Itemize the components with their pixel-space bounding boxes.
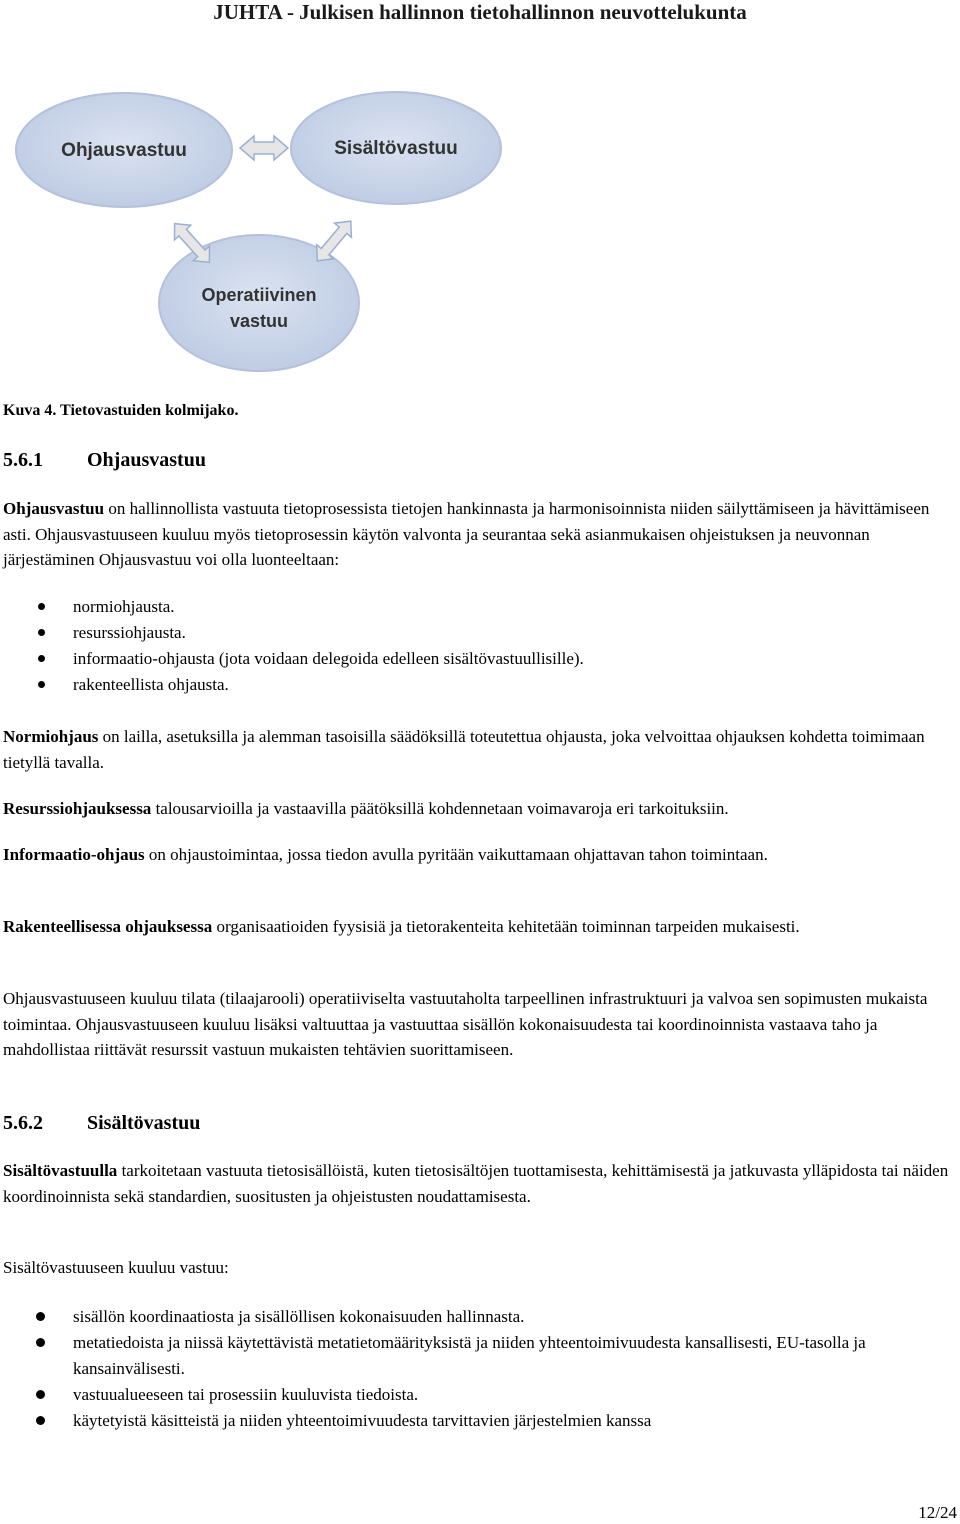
- list-item: käytetyistä käsitteistä ja niiden yhteentoimivuudesta tarvittavien järjestelmien kanssa: [0, 1408, 940, 1434]
- paragraph-text: tarkoitetaan vastuuta tietosisällöistä, kuten tietosisältöjen tuottamisesta, kehittämisestä ja jatkuvasta ylläpidosta tai näiden koordinoinnista sekä standardien, suositusten ja ohjeistusten noudattamisesta.: [3, 1161, 949, 1206]
- list-item: informaatio-ohjausta (jota voidaan delegoida edelleen sisältövastuullisille).: [0, 646, 940, 672]
- ohjausvastuu-list: [0, 594, 940, 698]
- operatiivinen-label-2: vastuu: [229, 311, 289, 331]
- paragraph-text: on ohjaustoimintaa, jossa tiedon avulla pyritään vaikuttamaan ohjattavan tahon toimintaan.: [144, 845, 768, 864]
- list-item: vastuualueeseen tai prosessiin kuuluvista tiedoista.: [0, 1382, 940, 1408]
- section-title: Sisältövastuu: [87, 1112, 201, 1134]
- list-item: rakenteellista ohjausta.: [0, 672, 940, 698]
- rakenteellinen-paragraph: [3, 914, 953, 940]
- list-item: normiohjausta.: [0, 594, 940, 620]
- paragraph-text: talousarvioilla ja vastaavilla päätöksillä kohdennetaan voimavaroja eri tarkoituksiin.: [151, 799, 729, 818]
- ohjausvastuu-tilaus-paragraph: Ohjausvastuuseen kuuluu tilata (tilaajarooli) operatiiviselta vastuutaholta tarpeellinen infrastruktuuri ja valvoa sen sopimusten mukaista toimintaa. Ohjausvastuuseen kuuluu lisäksi valtuuttaa ja vastuuttaa sisällön kokonaisuudesta tai koordinoinnista vastaava taho ja mahdollistaa riittävät resurssit vastuun mukaisten tehtävien suorittamiseen.: [3, 989, 928, 1059]
- page-number: 12/24: [918, 1503, 957, 1522]
- term-bold: Informaatio-ohjaus: [3, 845, 145, 864]
- ohjausvastuu-intro: [3, 496, 953, 573]
- section-number: 5.6.2: [3, 1112, 43, 1134]
- term-bold: Rakenteellisessa ohjauksessa: [3, 917, 213, 936]
- sisaltovastuu-intro: [3, 1158, 953, 1209]
- ohjausvastuu-label: Ohjausvastuu: [61, 140, 187, 161]
- list-item: resurssiohjausta.: [0, 620, 940, 646]
- list-item: metatiedoista ja niissä käytettävistä metatietomäärityksistä ja niiden yhteentoimivuudesta kansallisesti, EU-tasolla ja kansainvälisesti.: [0, 1330, 940, 1382]
- sisaltovastuu-label: Sisältövastuu: [334, 138, 458, 159]
- term-bold: Normiohjaus: [3, 727, 99, 746]
- sisaltovastuu-lead: Sisältövastuuseen kuuluu vastuu:: [3, 1258, 229, 1277]
- paragraph-text: organisaatioiden fyysisiä ja tietorakenteita kehitetään toiminnan tarpeiden mukaisesti.: [212, 917, 800, 936]
- list-item: sisällön koordinaatiosta ja sisällöllisen kokonaisuuden hallinnasta.: [0, 1304, 940, 1330]
- informaatio-ohjaus-paragraph: [3, 842, 953, 868]
- section-heading-sisaltovastuu: [3, 1111, 200, 1135]
- figure-caption: Kuva 4. Tietovastuiden kolmijako.: [3, 402, 239, 419]
- responsibility-diagram: [0, 88, 520, 378]
- normiohjaus-paragraph: [3, 724, 953, 775]
- term-bold: Resurssiohjauksessa: [3, 799, 152, 818]
- resurssiohjaus-paragraph: [3, 796, 953, 822]
- double-arrow-icon: [240, 136, 288, 160]
- section-number: 5.6.1: [3, 449, 43, 471]
- term-bold: Ohjausvastuu: [3, 499, 105, 518]
- section-heading-ohjausvastuu: [3, 448, 206, 472]
- operatiivinen-label-1: Operatiivinen: [201, 285, 317, 305]
- section-title: Ohjausvastuu: [87, 449, 206, 471]
- sisaltovastuu-list: [0, 1304, 940, 1434]
- page-header: JUHTA - Julkisen hallinnon tietohallinnon neuvottelukunta: [213, 0, 747, 24]
- paragraph-text: on lailla, asetuksilla ja alemman tasoisilla säädöksillä toteutettua ohjausta, joka velvoittaa ohjauksen kohdetta toimimaan tietyllä tavalla.: [3, 727, 925, 772]
- term-bold: Sisältövastuulla: [3, 1161, 118, 1180]
- paragraph-text: on hallinnollista vastuuta tietoprosessista tietojen hankinnasta ja harmonisoinnista niiden säilyttämiseen ja hävittämiseen asti. Ohjausvastuuseen kuuluu myös tietoprosessin käytön valvonta ja seurantaa sekä asianmukaisen ohjeistuksen ja neuvonnan järjestäminen Ohjausvastuu voi olla luonteeltaan:: [3, 499, 930, 569]
